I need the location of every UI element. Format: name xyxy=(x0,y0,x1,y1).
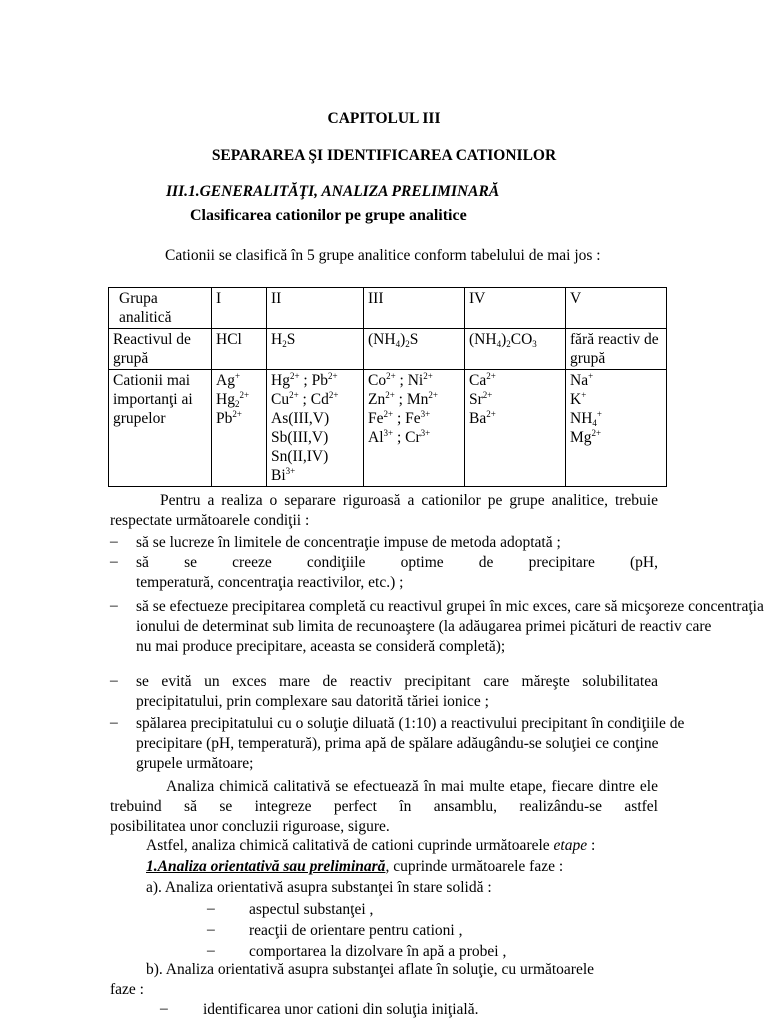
condition-line: se evită un exces mare de reactiv precipitant care măreşte solubilitatea xyxy=(136,673,658,690)
cation-entry: Ag+ xyxy=(216,371,241,389)
phase-item: comportarea la dizolvare în apă a probei , xyxy=(249,943,507,960)
header-group: II xyxy=(267,288,364,329)
header-group: I xyxy=(212,288,267,329)
bullet-dash: – xyxy=(207,900,215,917)
condition-line: precipitatului, prin complexare sau datorită tăriei ionice ; xyxy=(136,693,489,710)
bullet-dash: – xyxy=(110,553,118,570)
condition-line: nu mai produce precipitare, aceasta se consideră completă); xyxy=(136,638,506,655)
condition-line: precipitare (pH, temperatură), prima apă de spălare adăugându-se soluţiei ce conţine xyxy=(136,735,659,752)
cation-entry: $Cu^{2+}$ ; $Cd^{2+}$ xyxy=(271,390,339,408)
cations-cell xyxy=(267,370,364,487)
cation-entry: $Bi^{3+}$ xyxy=(271,466,296,484)
bullet-dash: – xyxy=(207,942,215,959)
paragraph-line: respectate următoarele condiţii : xyxy=(110,512,310,529)
header-group: V xyxy=(566,288,667,329)
chapter-title: SEPARAREA ŞI IDENTIFICAREA CATIONILOR xyxy=(211,147,557,164)
header-group: IV xyxy=(465,288,566,329)
paragraph-line: trebuind să se integreze perfect în ansamblu, realizându-se astfel xyxy=(110,798,658,815)
table-row-reagents xyxy=(109,329,667,370)
cations-cell xyxy=(364,370,465,487)
header-group: III xyxy=(364,288,465,329)
cation-entry: $Fe^{2+}$ ; $Fe^{3+}$ xyxy=(368,409,431,427)
reagent-cell: $(NH_4)_2S$ xyxy=(364,329,465,370)
condition-line: grupele următoare; xyxy=(136,755,254,772)
bullet-dash: – xyxy=(110,533,118,550)
bullet-dash: – xyxy=(207,921,215,938)
cations-label: Cationii mai importanţi ai grupelor xyxy=(109,370,212,487)
cation-entry: $Hg_2^{2+}$ xyxy=(216,390,250,409)
cations-cell xyxy=(212,370,267,487)
cation-entry: $Sr^{2+}$ xyxy=(469,390,493,408)
cation-entry: $Al^{3+}$ ; $Cr^{3+}$ xyxy=(368,428,431,446)
bullet-dash: – xyxy=(160,1000,168,1017)
table-row-cations xyxy=(109,370,667,487)
stage-title: 1.Analiza orientativă sau preliminară xyxy=(146,858,386,875)
reagent-cell: $(NH_4)_2CO_3$ xyxy=(465,329,566,370)
cations-cell xyxy=(566,370,667,487)
reagent-cell: fără reactiv de grupă xyxy=(566,329,667,370)
paragraph-line: Pentru a realiza o separare riguroasă a cationilor pe grupe analitice, trebuie xyxy=(160,492,658,509)
reagent-cell: HCl xyxy=(212,329,267,370)
paragraph-line: Analiza chimică calitativă se efectuează în mai multe etape, fiecare dintre ele xyxy=(166,778,658,795)
cation-entry: $Hg^{2+}$ ; $Pb^{2+}$ xyxy=(271,371,338,389)
reagent-label: Reactivul de grupă xyxy=(109,329,212,370)
stage-line: 1.Analiza orientativă sau preliminară, cuprinde următoarele faze : xyxy=(146,858,564,875)
paragraph-line: posibilitatea unor concluzii riguroase, sigure. xyxy=(110,818,390,835)
phase-label: faze : xyxy=(110,981,144,998)
phase-label: a). Analiza orientativă asupra substanţei în stare solidă : xyxy=(146,879,492,896)
cation-entry: Na+ xyxy=(570,371,594,389)
paragraph-line: Astfel, analiza chimică calitativă de cationi cuprinde următoarele etape : xyxy=(146,837,596,854)
condition-line: temperatură, concentraţia reactivilor, etc.) ; xyxy=(136,574,404,591)
header-label: Grupa analitică xyxy=(109,288,212,329)
cation-entry: $Zn^{2+}$ ; $Mn^{2+}$ xyxy=(368,390,438,408)
phase-label: b). Analiza orientativă asupra substanţei aflate în soluţie, cu următoarele xyxy=(146,961,595,978)
cations-cell xyxy=(465,370,566,487)
cation-entry: As(III,V) xyxy=(271,410,330,427)
condition-line: spălarea precipitatului cu o soluţie diluată (1:10) a reactivului precipitant în condiţiile de xyxy=(136,715,685,732)
condition-line: să se creeze condiţiile optime de precipitare (pH, xyxy=(136,554,658,571)
table-header-row xyxy=(109,288,667,329)
cation-entry: $NH_4^+$ xyxy=(570,409,602,428)
section-heading: III.1.GENERALITĂŢI, ANALIZA PRELIMINARĂ xyxy=(166,183,500,200)
intro-text: Cationii se clasifică în 5 grupe analitice conform tabelului de mai jos : xyxy=(165,247,601,264)
cation-entry: Sb(III,V) xyxy=(271,429,329,446)
emphasis-etape: etape xyxy=(553,837,588,854)
cation-entry: $Co^{2+}$ ; $Ni^{2+}$ xyxy=(368,371,433,389)
cation-entry: $Mg^{2+}$ xyxy=(570,428,602,446)
chapter-number: CAPITOLUL III xyxy=(327,110,441,127)
cation-groups-table xyxy=(108,287,667,487)
subsection-heading: Clasificarea cationilor pe grupe analitice xyxy=(190,207,467,224)
condition-line: să se efectueze precipitarea completă cu reactivul grupei în mic exces, care să micşoreze concentraţia xyxy=(136,598,764,615)
cation-entry: $Ba^{2+}$ xyxy=(469,409,496,427)
bullet-dash: – xyxy=(110,672,118,689)
phase-item: reacţii de orientare pentru cationi , xyxy=(249,922,463,939)
bullet-dash: – xyxy=(110,597,118,614)
reagent-cell: $H_2S$ xyxy=(267,329,364,370)
cation-entry: Sn(II,IV) xyxy=(271,448,329,465)
cation-entry: K+ xyxy=(570,390,587,408)
condition-line: să se lucreze în limitele de concentraţie impuse de metoda adoptată ; xyxy=(136,534,561,551)
condition-line: ionului de determinat sub limita de recunoaştere (la adăugarea primei picături de reactiv care xyxy=(136,618,712,635)
cation-entry: $Pb^{2+}$ xyxy=(216,409,242,427)
bullet-dash: – xyxy=(110,714,118,731)
phase-item: identificarea unor cationi din soluţia iniţială. xyxy=(203,1001,479,1018)
phase-item: aspectul substanţei , xyxy=(249,901,374,918)
cation-entry: $Ca^{2+}$ xyxy=(469,371,496,389)
